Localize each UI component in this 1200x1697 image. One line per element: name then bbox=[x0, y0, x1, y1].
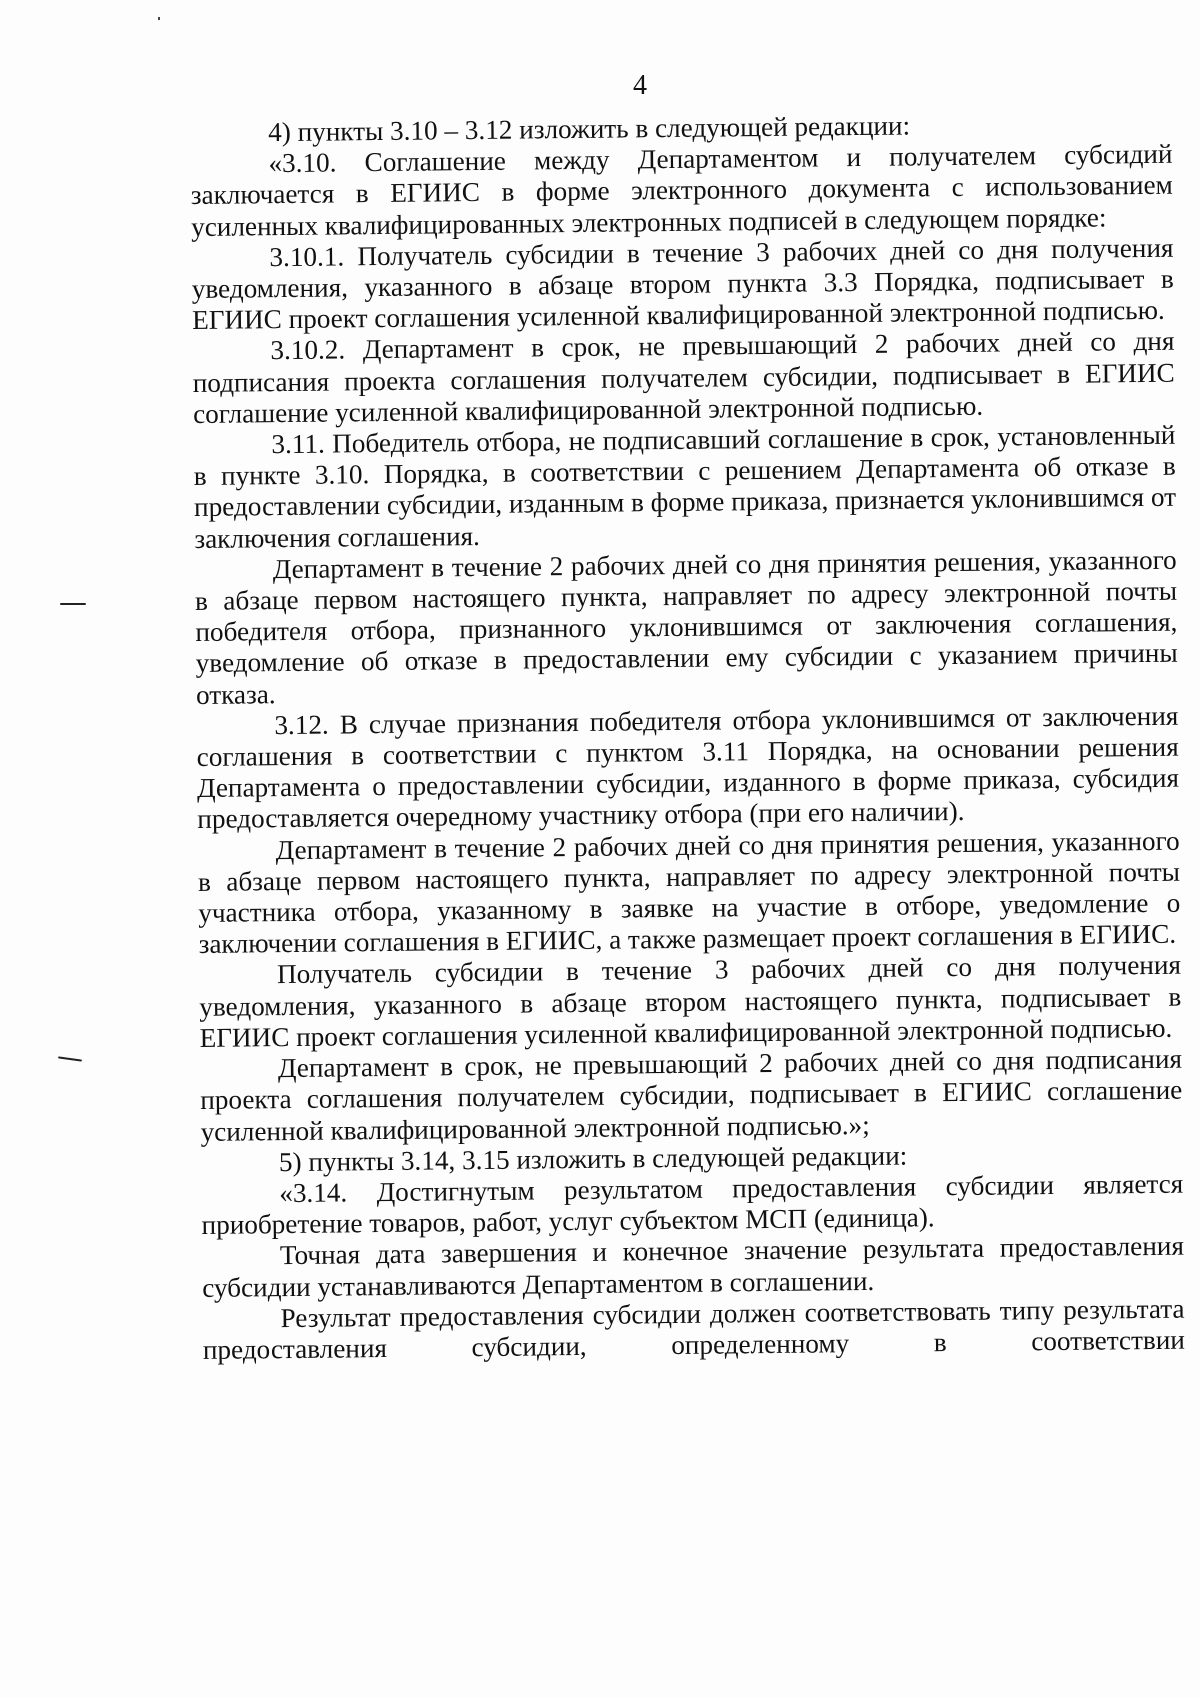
paragraph-3-10-1: 3.10.1. Получатель субсидии в течение 3 рабочих дней со дня получения уведомления, указанного в абзаце втором пункта 3.3 Порядка, подписывает в ЕГИИС проект соглашения усиленной квалифицированной электронной подписью. bbox=[191, 232, 1174, 336]
paragraph-3-14: «3.14. Достигнутым результатом предоставления субсидии является приобретение товаров, работ, услуг субъектом МСП (единица). bbox=[201, 1168, 1184, 1241]
paragraph-3-11-notice: Департамент в течение 2 рабочих дней со дня принятия решения, указанного в абзаце первом настоящего пункта, направляет по адресу электронной почты победителя отбора, признанного уклонившимся от заключения соглашения, уведомление об отказе в предоставлении ему субсидии с указанием причины отказа. bbox=[194, 544, 1178, 710]
paragraph-3-14-result: Результат предоставления субсидии должен соответствовать типу результата предоставления субсидии, определенному в соответствии bbox=[202, 1293, 1186, 1365]
margin-dash-mark bbox=[60, 603, 86, 605]
page-number: 4 bbox=[633, 70, 647, 101]
paragraph-3-10-2: 3.10.2. Департамент в срок, не превышающий 2 рабочих дней со дня подписания проекта соглашения получателем субсидии, подписывает в ЕГИИС соглашение усиленной квалифицированной электронной подписью. bbox=[192, 326, 1175, 429]
margin-dash-mark bbox=[58, 1056, 82, 1061]
paragraph-item-5-intro: 5) пункты 3.14, 3.15 изложить в следующей редакции: bbox=[278, 1140, 908, 1177]
paragraph-3-12-notice: Департамент в течение 2 рабочих дней со дня принятия решения, указанного в абзаце первом настоящего пункта, направляет по адресу электронной почты участника отбора, указанному в заявке на участие в отборе, уведомление о заключении соглашения в ЕГИИС, а также размещает проект соглашения в ЕГИИС. bbox=[197, 825, 1181, 960]
paragraph-3-12-department: Департамент в срок, не превышающий 2 рабочих дней со дня подписания проекта соглашения получателем субсидии, подписывает в ЕГИИС соглашение усиленной квалифицированной электронной подписью.»; bbox=[200, 1043, 1183, 1147]
paragraph-3-12-signing: Получатель субсидии в течение 3 рабочих дней со дня получения уведомления, указанного в абзаце втором настоящего пункта, подписывает в ЕГИИС проект соглашения усиленной квалифицированной электронной подписью. bbox=[199, 950, 1182, 1053]
scan-speck bbox=[158, 17, 160, 20]
paragraph-3-12: 3.12. В случае признания победителя отбора уклонившимся от заключения соглашения в соответствии с пунктом 3.11 Порядка, на основании решения Департамента о предоставлении субсидии, изданного в форме приказа, субсидия предоставляется очередному участнику отбора (при его наличии). bbox=[196, 700, 1180, 835]
paragraph-3-10: «3.10. Соглашение между Департаментом и получателем субсидий заключается в ЕГИИС в форме электронного документа с использованием усиленных квалифицированных электронных подписей в следующем порядке: bbox=[190, 138, 1173, 242]
paragraph-3-11: 3.11. Победитель отбора, не подписавший соглашение в срок, установленный в пункте 3.10. Порядка, в соответствии с решением Департамента об отказе в предоставлении субсидии, изданным в форме приказа, признается уклонившимся от заключения соглашения. bbox=[193, 419, 1177, 554]
document-body bbox=[190, 108, 1185, 1366]
paragraph-item-4-intro: 4) пункты 3.10 – 3.12 изложить в следующей редакции: bbox=[267, 110, 911, 148]
paragraph-3-14-date: Точная дата завершения и конечное значение результата предоставления субсидии устанавливаются Департаментом в соглашении. bbox=[202, 1230, 1185, 1303]
